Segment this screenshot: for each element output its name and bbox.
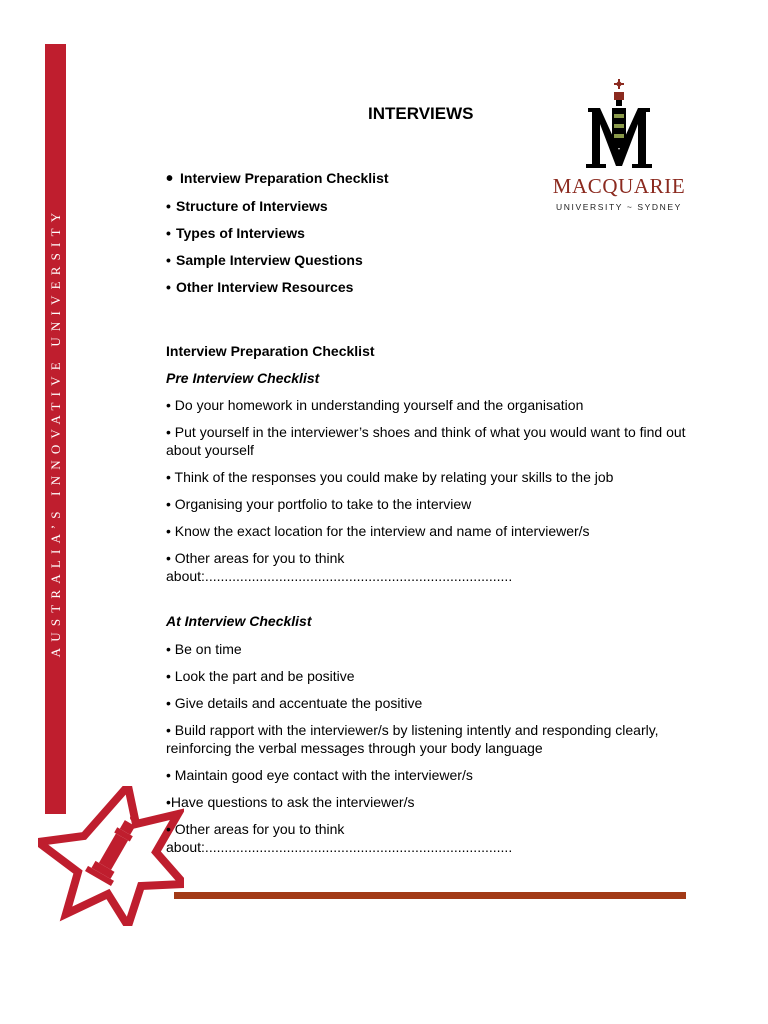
list-item: • Maintain good eye contact with the interviewer/s <box>166 767 473 783</box>
macquarie-logo <box>548 78 690 216</box>
page-title: INTERVIEWS <box>368 104 474 123</box>
list-item: • Put yourself in the interviewer’s shoes and think of what you would want to find out about yourself <box>166 424 686 458</box>
at-interview-heading: At Interview Checklist <box>166 613 312 629</box>
list-item: • Do your homework in understanding yourself and the organisation <box>166 397 584 413</box>
list-item: • Other areas for you to think about:............................................................................... <box>166 821 513 855</box>
lighthouse-m-icon <box>548 78 690 174</box>
list-item: • Organising your portfolio to take to the interview <box>166 496 472 512</box>
lighthouse-star-icon <box>38 786 184 926</box>
logo-subtitle: UNIVERSITY ~ SYDNEY <box>556 202 682 212</box>
list-item: • Other areas for you to think about:............................................................................... <box>166 550 513 584</box>
list-item: •Have questions to ask the interviewer/s <box>166 794 415 810</box>
footer-rule <box>174 892 686 899</box>
side-band-text: AUSTRALIA’S INNOVATIVE UNIVERSITY <box>47 206 63 658</box>
list-item: • Look the part and be positive <box>166 668 355 684</box>
list-item: • Give details and accentuate the positive <box>166 695 423 711</box>
toc-item: • Interview Preparation Checklist <box>166 168 389 190</box>
list-item: • Know the exact location for the interview and name of interviewer/s <box>166 523 590 539</box>
toc-item: • Sample Interview Questions <box>166 252 363 268</box>
toc-item: • Types of Interviews <box>166 225 305 241</box>
logo-wordmark: MACQUARIE <box>552 174 686 198</box>
list-item: • Be on time <box>166 641 242 657</box>
pre-interview-heading: Pre Interview Checklist <box>166 370 320 386</box>
section-heading: Interview Preparation Checklist <box>166 343 375 359</box>
list-item: • Build rapport with the interviewer/s by listening intently and responding clearly, reinforcing the verbal messages through your body language <box>166 722 659 756</box>
list-item: • Think of the responses you could make by relating your skills to the job <box>166 469 614 485</box>
toc-item: • Other Interview Resources <box>166 279 354 295</box>
toc-item: • Structure of Interviews <box>166 198 328 214</box>
